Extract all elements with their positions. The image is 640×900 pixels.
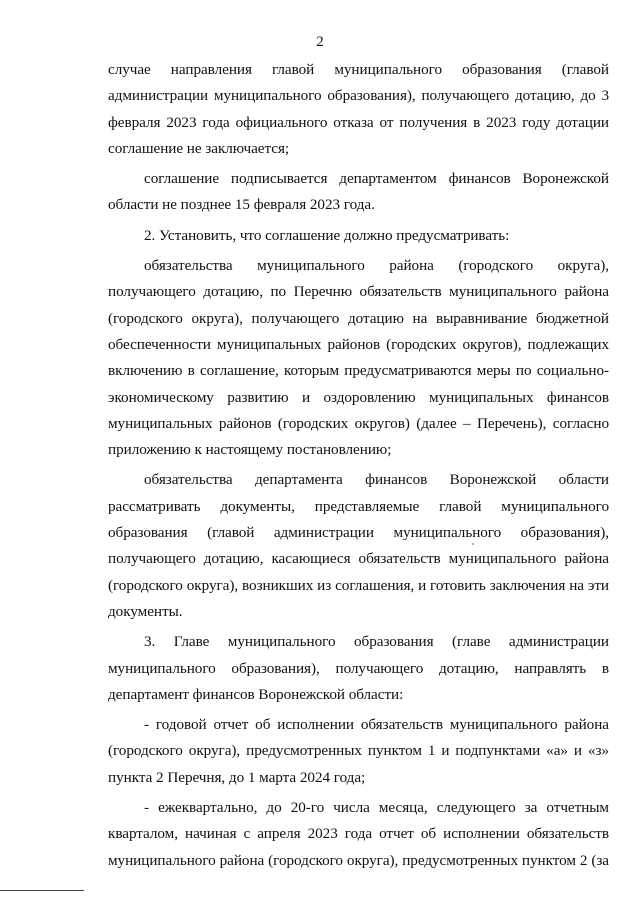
paragraph-item-2-heading: 2. Установить, что соглашение должно предусматривать: [144,226,510,244]
paragraph-refusal-clause: случае направления главой муниципального образования (главой администрации муниципального образования), получающего дотацию, до 3 февраля 2023 года официального отказа от получения в 2023 году дотации соглашение не заключается; [108,61,609,157]
paragraph-municipal-obligations: обязательства муниципального района (городского округа), получающего дотацию, по Перечню обязательств муниципального района (городского округа), получающего дотацию на выравнивание бюджетной обеспеченности муниципальных районов (городских округов), подлежащих включению в соглашение, которым предусматриваются меры по социально-экономическому развитию и оздоровлению муниципальных финансов муниципальных районов (городских округов) (далее – Перечень), согласно приложению к настоящему постановлению; [108,257,609,459]
document-body [108,57,609,878]
paragraph-item-3: 3. Главе муниципального образования (главе администрации муниципального образования), получающего дотацию, направлять в департамент финансов Воронежской области: [108,633,609,703]
paragraph-annual-report: - годовой отчет об исполнении обязательств муниципального района (городского округа), предусмотренных пунктом 1 и подпунктами «а» и «з» пункта 2 Перечня, до 1 марта 2024 года; [108,716,609,786]
paragraph-signing-deadline: соглашение подписывается департаментом финансов Воронежской области не позднее 15 февраля 2023 года. [108,170,609,214]
scan-speck [472,543,474,545]
paragraph-quarterly-report: - ежеквартально, до 20-го числа месяца, следующего за отчетным кварталом, начиная с апреля 2023 года отчет об исполнении обязательств муниципального района (городского округа), предусмотренных пунктом 2 (за [108,799,609,869]
paragraph-department-obligations: обязательства департамента финансов Воронежской области рассматривать документы, представляемые главой муниципального образования (главой администрации муниципального образования), получающего дотацию, касающиеся обязательств муниципального района (городского округа), возникших из соглашения, и готовить заключения на эти документы. [108,471,609,620]
page-number: 2 [316,34,324,50]
footer-rule [0,890,84,891]
